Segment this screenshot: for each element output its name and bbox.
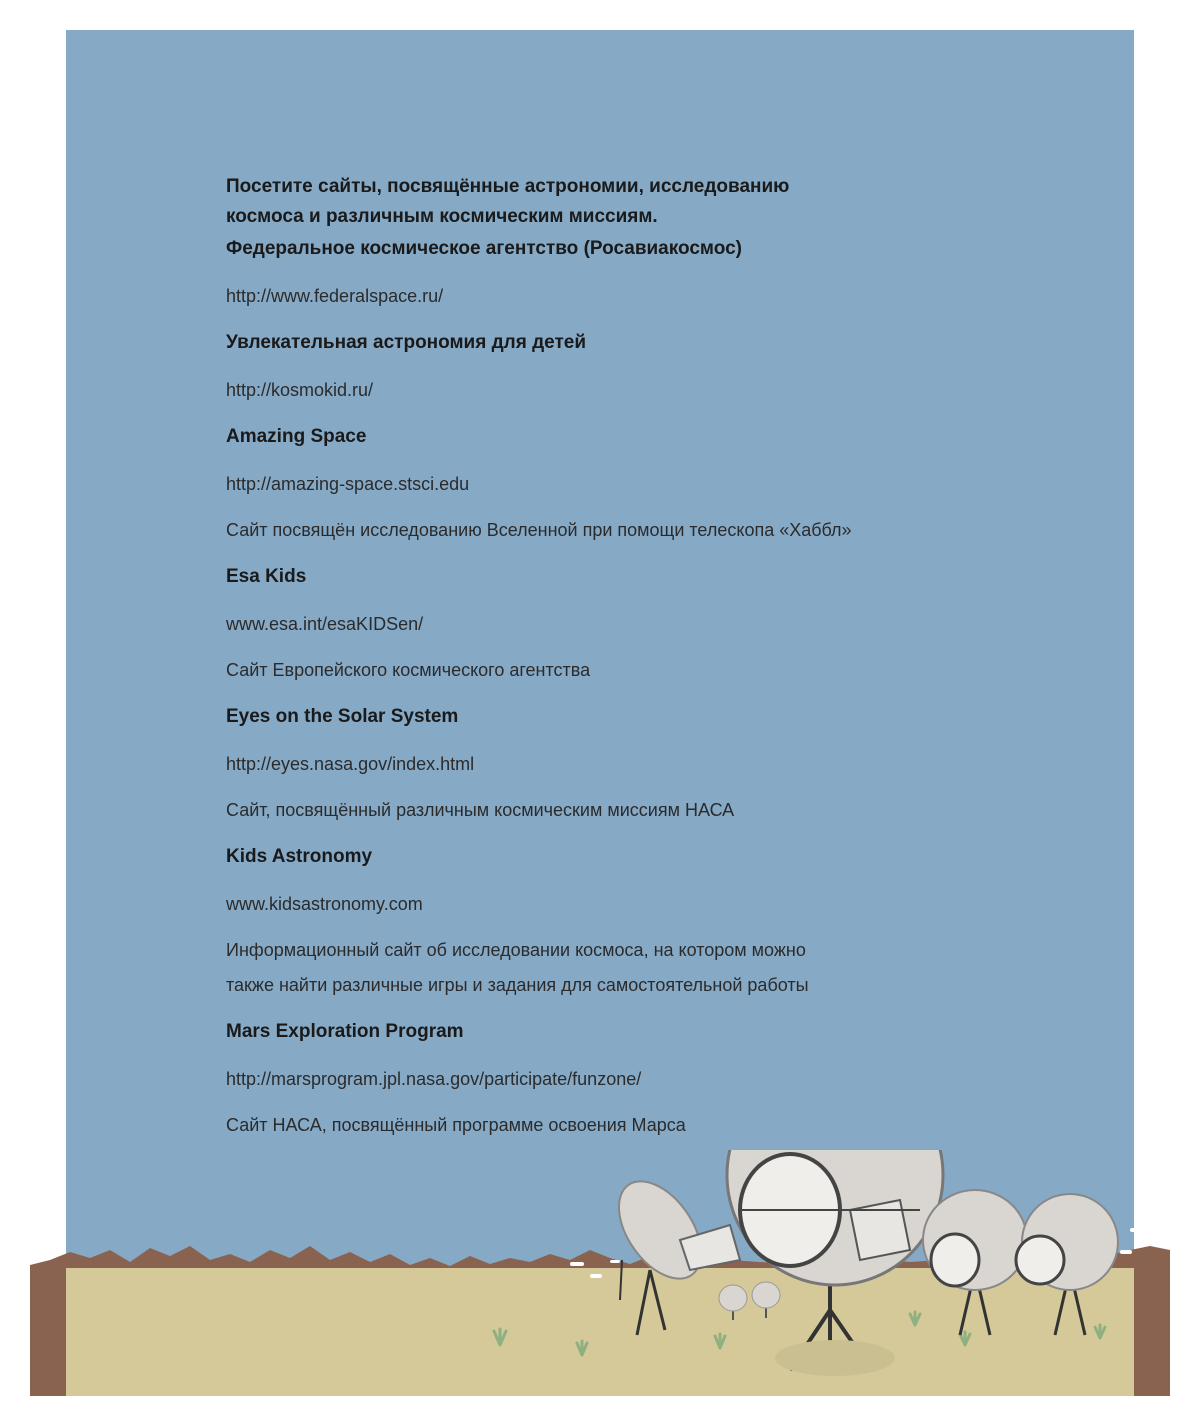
site-description [226,513,1076,548]
site-entry [226,564,1076,688]
intro-line-1: Посетите сайты, посвящённые астрономии, исследованию [226,176,790,197]
site-title: Kids Astronomy [226,846,373,867]
site-description [226,1108,1076,1143]
site-url[interactable]: http://amazing-space.stsci.edu [226,474,470,494]
radio-telescope-illustration [30,1150,1170,1396]
site-url[interactable]: http://www.federalspace.ru/ [226,286,444,306]
site-description [226,653,1076,688]
intro-heading [226,172,1076,232]
site-title: Amazing Space [226,426,367,447]
site-description [226,793,1076,828]
site-description-line: Сайт, посвящённый различным космическим миссиям НАСА [226,800,735,820]
site-description-line: Сайт Европейского космического агентства [226,660,591,680]
site-description-line: Сайт НАСА, посвящённый программе освоения Марса [226,1115,686,1135]
site-url[interactable]: www.kidsastronomy.com [226,894,423,914]
site-url[interactable]: http://kosmokid.ru/ [226,380,374,400]
intro-line-2: космоса и различным космическим миссиям. [226,206,658,227]
content [226,172,1076,1159]
site-entry [226,236,1076,309]
site-title: Mars Exploration Program [226,1021,464,1042]
site-url[interactable]: www.esa.int/esaKIDSen/ [226,614,424,634]
site-entry [226,1019,1076,1143]
site-title: Eyes on the Solar System [226,706,459,727]
site-description-line: Сайт посвящён исследованию Вселенной при помощи телескопа «Хаббл» [226,520,852,540]
site-entry [226,844,1076,1003]
site-title: Esa Kids [226,566,307,587]
site-url[interactable]: http://marsprogram.jpl.nasa.gov/participate/funzone/ [226,1069,642,1089]
site-title: Увлекательная астрономия для детей [226,332,587,353]
site-description-line: также найти различные игры и задания для самостоятельной работы [226,975,809,995]
site-entry [226,424,1076,548]
site-description [226,933,1076,1003]
site-list [226,236,1076,1143]
site-description-line: Информационный сайт об исследовании космоса, на котором можно [226,940,806,960]
site-url[interactable]: http://eyes.nasa.gov/index.html [226,754,475,774]
site-entry [226,330,1076,403]
site-entry [226,704,1076,828]
site-title: Федеральное космическое агентство (Росавиакосмос) [226,238,742,259]
